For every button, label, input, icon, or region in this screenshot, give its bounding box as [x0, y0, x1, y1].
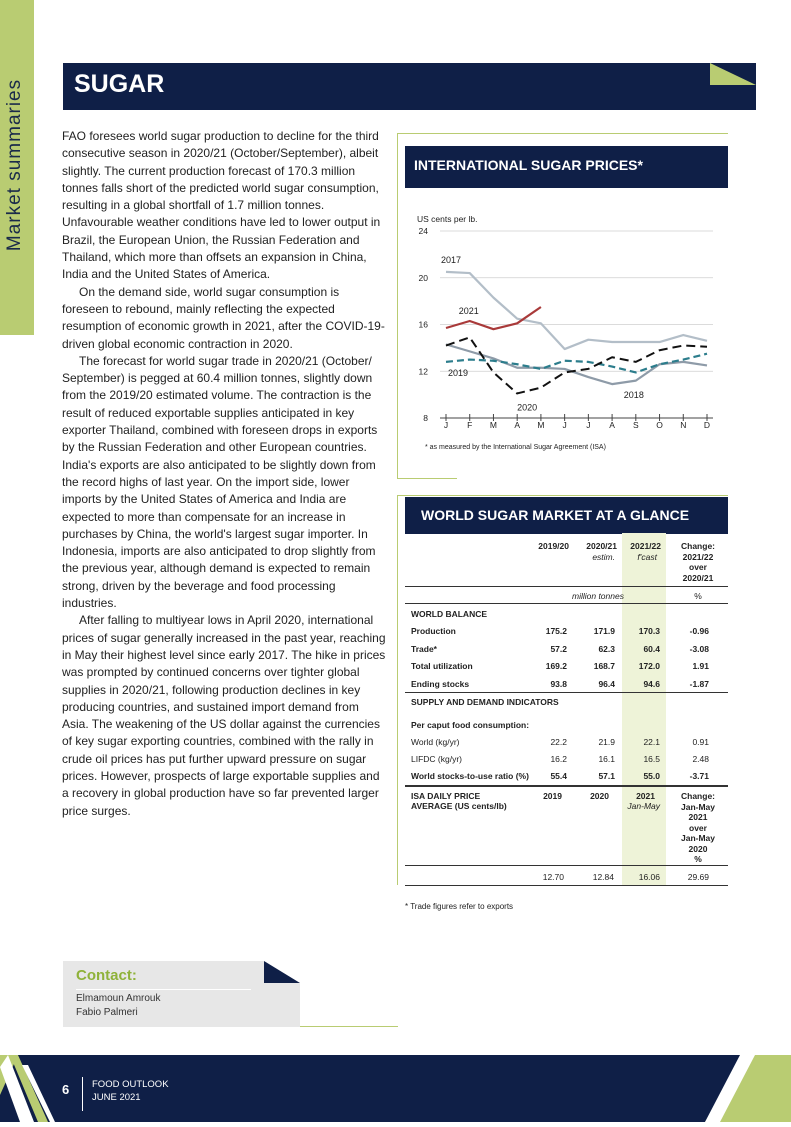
- contact-box: [63, 961, 300, 1027]
- chart-box-rule: [397, 133, 398, 478]
- chart-box-bottom-rule: [397, 478, 457, 479]
- change-header-line: Change:: [681, 791, 715, 801]
- table-cell: 16.5: [643, 754, 660, 764]
- table-cell: 172.0: [638, 661, 660, 671]
- double-rule: [405, 785, 728, 787]
- change-header-line: 2021: [688, 812, 708, 822]
- x-tick-label: O: [656, 420, 663, 430]
- x-tick-label: S: [632, 420, 639, 430]
- table-cell: 171.9: [593, 626, 615, 636]
- chart-footnote: * as measured by the International Sugar Agreement (ISA): [425, 444, 606, 451]
- isa-label-2: AVERAGE (US cents/lb): [411, 801, 507, 811]
- table-cell: -3.08: [689, 643, 709, 654]
- chart-box-top-rule: [397, 133, 728, 134]
- row-label: World stocks-to-use ratio (%): [411, 771, 529, 781]
- contact-corner-triangle: [264, 961, 300, 983]
- page-title-bar: [63, 63, 756, 110]
- publication-date: JUNE 2021: [92, 1092, 141, 1103]
- x-tick-label: A: [609, 420, 615, 430]
- units-percent: %: [694, 591, 702, 601]
- rule: [405, 865, 728, 866]
- isa-col-2020: 2020: [590, 791, 609, 801]
- col-change: Change: 2021/22 over 2020/21: [681, 541, 715, 583]
- page-number: 6: [62, 1082, 70, 1097]
- paragraph-4: After falling to multiyear lows in April 2020, international prices of sugar generally increased in the past year, reaching in May their highest level since early 2017. The hike in prices was prompted by continued concerns over tighter global supplies in 2020/21, following production declines in key producing countries, and sustained import demand from Asia. The weakening of the US dollar against the currencies of key sugar exporting countries, combined with the rally in crude oil prices has put further upward pressure on sugar prices. However, prospects of large exportable supplies and a recovery in global production have so far prevented larger price surges.: [62, 613, 386, 818]
- table-box-top-rule: [397, 495, 728, 496]
- y-tick-label: 20: [418, 272, 428, 283]
- x-tick-label: D: [703, 420, 711, 430]
- table-cell: 55.4: [550, 771, 567, 781]
- row-label: Production: [411, 626, 456, 636]
- rule: [405, 692, 728, 693]
- table-title: WORLD SUGAR MARKET AT A GLANCE: [421, 507, 690, 523]
- paragraph-3: The forecast for world sugar trade in 2020/21 (October/ September) is pegged at 60.4 million tonnes, slightly down from the 2019/20 estimated volume. The contraction is the result of reduced exportable supplies anticipated in key exporter Thailand, combined with foreseen drops in exports by the Russian Federation and other European countries. India's exports are also anticipated to be slightly down from the record highs of last year. On the import side, lower imports by the United States of America and India are expected to more than compensate for an increase in purchases by China, the world's largest sugar importer. In Indonesia, imports are also anticipated to drop slightly from the previous year, although demand is expected to remain strong, driven by the beverage and food processing industries.: [62, 353, 378, 611]
- isa-value-2020: 12.84: [592, 872, 614, 882]
- table-cell: 57.1: [598, 771, 615, 781]
- series-line-2020: [446, 337, 707, 393]
- title-corner-triangle: [710, 63, 756, 85]
- table-cell: 170.3: [638, 626, 660, 636]
- isa-value-2021: 16.06: [638, 872, 660, 882]
- change-header-line: over: [689, 822, 707, 833]
- x-tick-label: N: [680, 420, 687, 430]
- estim-label: estim.: [592, 552, 615, 562]
- units-million-tonnes: million tonnes: [572, 591, 624, 601]
- isa-jan-may: Jan-May: [627, 801, 660, 811]
- page-title: SUGAR: [74, 70, 165, 98]
- x-tick-label: F: [467, 420, 473, 430]
- table-footnote: * Trade figures refer to exports: [405, 902, 514, 911]
- table-cell: -3.71: [689, 771, 709, 781]
- isa-change-header: [673, 791, 723, 865]
- section-supply-demand: SUPPLY AND DEMAND INDICATORS: [411, 697, 559, 707]
- contact-name-1: Elmamoun Amrouk: [76, 993, 161, 1004]
- change-header-line: %: [694, 854, 702, 864]
- table-cell: 21.9: [598, 737, 615, 747]
- isa-col-2021: 2021: [636, 791, 655, 801]
- page-footer: [0, 1055, 791, 1122]
- chart-svg: [405, 205, 728, 465]
- col-2019-20: 2019/20: [538, 541, 569, 551]
- series-line-2017: [446, 272, 707, 349]
- contact-title: Contact:: [76, 967, 137, 984]
- table-cell: 22.1: [643, 737, 660, 747]
- paragraph-1: FAO foresees world sugar production to decline for the third consecutive season in 2020/21 (October/September), albeit slightly. The current production forecast of 170.3 million tonnes falls short of the predicted world sugar consumption, resulting in a global shortfall of 1.7 million tonnes. Unfavourable weather conditions have led to lower output in Brazil, the European Union, the Russian Federation and Thailand, which more than offsets an expansion in China, India and the United States of America.: [62, 129, 381, 282]
- row-label: Total utilization: [411, 661, 473, 671]
- series-label-2021: 2021: [458, 305, 479, 316]
- series-line-2018: [446, 344, 707, 384]
- change-header-line: 2020: [688, 843, 708, 854]
- x-tick-label: M: [489, 420, 498, 430]
- y-tick-label: 16: [418, 319, 428, 330]
- contact-rule: [300, 1026, 398, 1027]
- table-cell: 16.2: [550, 754, 567, 764]
- col-2021-22: 2021/22: [630, 541, 661, 551]
- table-cell: 96.4: [598, 678, 615, 689]
- x-tick-label: A: [514, 420, 521, 430]
- table-cell: 169.2: [545, 661, 567, 671]
- table-cell: 62.3: [598, 643, 615, 654]
- isa-label-1: ISA DAILY PRICE: [411, 791, 481, 801]
- table-cell: 22.2: [550, 737, 567, 747]
- table-box-rule: [397, 495, 398, 885]
- rule: [405, 586, 728, 587]
- per-caput-label: Per caput food consumption:: [411, 720, 530, 730]
- table-cell: 94.6: [643, 678, 660, 689]
- contact-divider: [76, 989, 251, 990]
- article-body: [62, 128, 387, 820]
- table-cell: 2.48: [692, 754, 709, 764]
- series-label-2018: 2018: [623, 390, 644, 401]
- col-2020-21: 2020/21: [586, 541, 617, 551]
- x-tick-label: J: [443, 420, 449, 430]
- chart-title: INTERNATIONAL SUGAR PRICES*: [414, 157, 643, 173]
- isa-value-2019: 12.70: [542, 872, 564, 882]
- row-label: Trade*: [411, 643, 437, 654]
- contact-name-2: Fabio Palmeri: [76, 1007, 138, 1018]
- table-cell: 57.2: [550, 643, 567, 654]
- table-cell: 1.91: [692, 661, 709, 671]
- table-header: [405, 497, 728, 534]
- table-cell: 60.4: [643, 643, 660, 654]
- table-cell: 93.8: [550, 678, 567, 689]
- row-label: World (kg/yr): [411, 737, 460, 747]
- table-cell: 0.91: [692, 737, 709, 747]
- x-tick-label: M: [537, 420, 545, 430]
- row-label: LIFDC (kg/yr): [411, 754, 462, 764]
- table-cell: -1.87: [689, 678, 709, 689]
- y-axis-label: US cents per lb.: [417, 214, 478, 224]
- x-tick-label: J: [586, 420, 591, 430]
- section-side-tab: [0, 0, 34, 335]
- series-label-2020: 2020: [517, 402, 538, 413]
- rule: [405, 885, 728, 886]
- y-tick-label: 8: [423, 413, 428, 423]
- change-header-line: Jan-May: [680, 801, 715, 812]
- series-label-2017: 2017: [440, 254, 462, 265]
- paragraph-2: On the demand side, world sugar consumption is foreseen to rebound, mainly reflecting the expected resumption of economic growth in 2021, after the COVID-19-driven global economic contraction in 2020.: [62, 284, 385, 351]
- publication-title: FOOD OUTLOOK: [92, 1079, 169, 1090]
- table-cell: 168.7: [593, 661, 615, 671]
- y-tick-label: 24: [418, 226, 428, 236]
- section-world-balance: WORLD BALANCE: [411, 609, 488, 619]
- chart-header: [405, 146, 728, 188]
- sugar-price-chart: [405, 205, 728, 465]
- rule: [405, 603, 728, 604]
- table-cell: 55.0: [643, 771, 660, 781]
- y-tick-label: 12: [418, 366, 428, 377]
- isa-value-change: 29.69: [687, 872, 709, 882]
- fcast-label: f'cast: [637, 552, 657, 562]
- table-cell: 175.2: [545, 626, 567, 636]
- row-label: Ending stocks: [411, 678, 470, 689]
- isa-col-2019: 2019: [543, 791, 562, 801]
- change-header-line: Jan-May: [680, 833, 715, 843]
- table-cell: -0.96: [689, 626, 709, 636]
- side-tab-label: Market summaries: [4, 78, 25, 252]
- series-label-2019: 2019: [447, 367, 469, 378]
- x-tick-label: J: [562, 420, 567, 430]
- table-cell: 16.1: [598, 754, 615, 764]
- footer-separator: [82, 1077, 83, 1111]
